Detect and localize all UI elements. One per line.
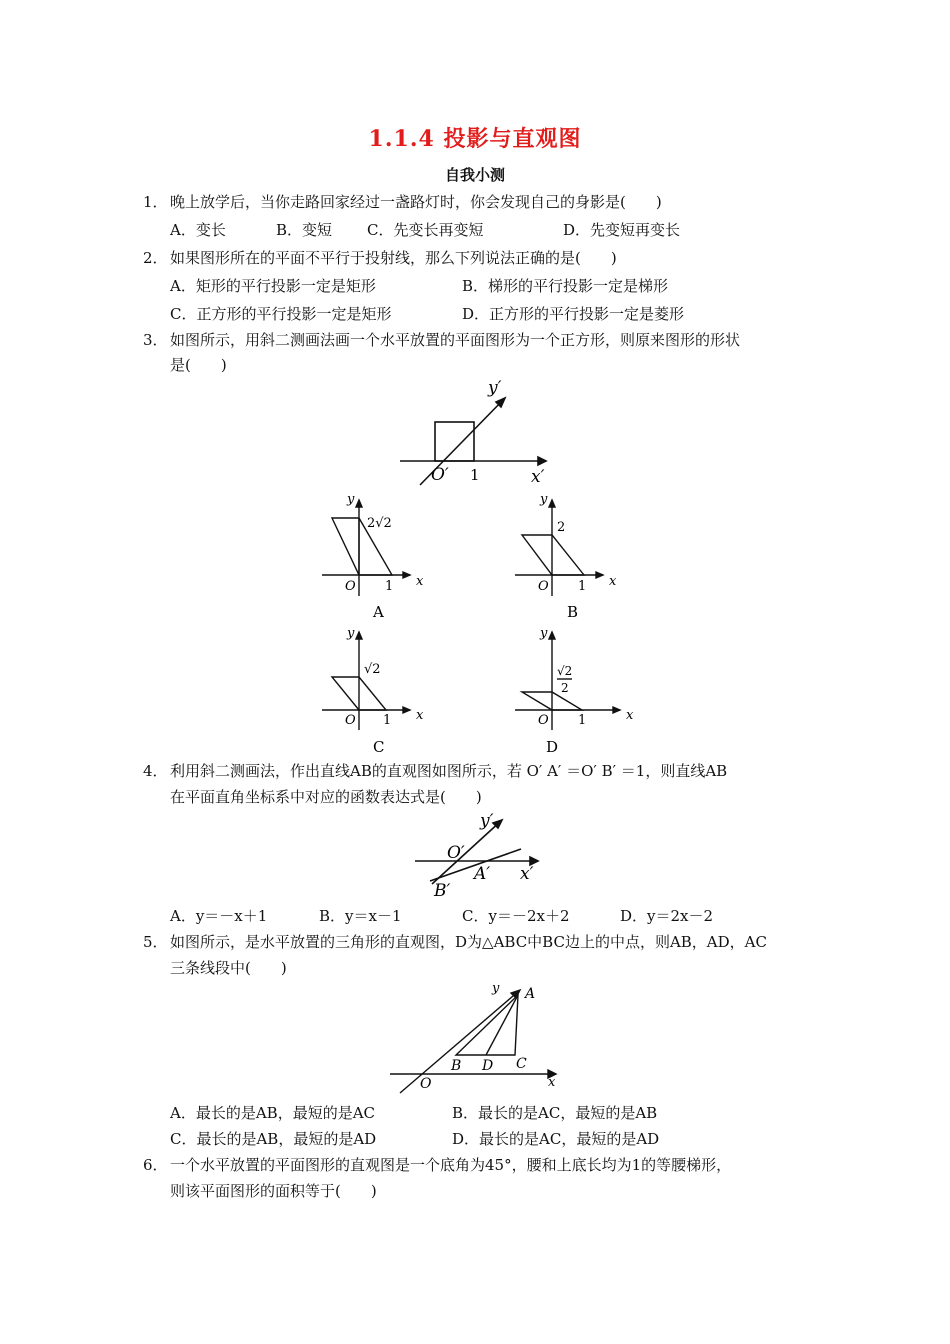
- fig-c-o-label: O: [345, 713, 356, 728]
- q6-text-line1: 一个水平放置的平面图形的直观图是一个底角为45°，腰和上底长均为1的等腰梯形，: [170, 1156, 732, 1174]
- q6-number: 6．: [143, 1156, 168, 1174]
- q5-o-label: O: [420, 1076, 432, 1092]
- q1-option-c: C．先变长再变短: [367, 221, 484, 239]
- q3-text-line1: 如图所示，用斜二测画法画一个水平放置的平面图形为一个正方形，则原来图形的形状: [170, 331, 741, 349]
- q1-text: 晚上放学后，当你走路回家经过一盏路灯时，你会发现自己的身影是( ): [170, 193, 662, 211]
- q1-option-b: B．变短: [276, 221, 333, 239]
- q4-y-label: y′: [480, 811, 494, 831]
- q5-option-a: A．最长的是AB，最短的是AC: [170, 1104, 375, 1122]
- q1-number: 1．: [143, 193, 168, 211]
- fig-d-value-label-bottom: 2: [561, 681, 569, 695]
- fig-d-y-label: y: [540, 626, 548, 641]
- q4-option-c: C．y＝－2x＋2: [462, 907, 570, 925]
- q4-o-label: O′: [447, 843, 465, 863]
- q4-b-label: B′: [434, 881, 451, 901]
- q5-a-label: A: [525, 986, 536, 1002]
- q5-x-label: x: [548, 1075, 556, 1090]
- fig-c-letter: C: [373, 738, 385, 756]
- q4-option-b: B．y＝x－1: [319, 907, 402, 925]
- fig-b-x-label: x: [609, 574, 617, 589]
- q4-text-line2: 在平面直角坐标系中对应的函数表达式是( ): [170, 788, 482, 806]
- fig-b-one-label: 1: [578, 579, 587, 594]
- q4-number: 4．: [143, 762, 168, 780]
- q3-main-one-label: 1: [470, 466, 480, 484]
- fig-c-value-label: √2: [364, 662, 381, 677]
- q5-d-label: D: [482, 1058, 494, 1074]
- q4-text-line1: 利用斜二测画法，作出直线AB的直观图如图所示，若 O′ A′ ＝O′ B′ ＝1，则直线AB: [170, 762, 728, 780]
- fig-a-y-label: y: [347, 492, 355, 507]
- q6-text-line2: 则该平面图形的面积等于( ): [170, 1182, 377, 1200]
- q2-option-a: A．矩形的平行投影一定是矩形: [170, 277, 376, 295]
- q4-x-label: x′: [520, 864, 534, 884]
- fig-b-value-label: 2: [557, 520, 566, 535]
- q4-option-a: A．y＝－x＋1: [170, 907, 268, 925]
- q5-option-b: B．最长的是AC，最短的是AB: [452, 1104, 658, 1122]
- fig-a-value-label: 2√2: [367, 516, 392, 531]
- fig-c-y-label: y: [347, 626, 355, 641]
- fig-a-letter: A: [373, 603, 384, 621]
- q3-main-x-label: x′: [531, 467, 545, 487]
- q4-option-d: D．y＝2x－2: [620, 907, 714, 925]
- q3-main-y-label: y′: [488, 378, 502, 398]
- q5-text-line1: 如图所示，是水平放置的三角形的直观图，D为△ABC中BC边上的中点，则AB，AD，AC: [170, 933, 767, 951]
- fig-a-x-label: x: [416, 574, 424, 589]
- q2-number: 2．: [143, 249, 168, 267]
- fig-d-letter: D: [546, 738, 559, 756]
- q2-option-c: C．正方形的平行投影一定是矩形: [170, 305, 392, 323]
- q5-option-d: D．最长的是AC，最短的是AD: [452, 1130, 660, 1148]
- fig-a-o-label: O: [345, 579, 356, 594]
- q5-number: 5．: [143, 933, 168, 951]
- q2-option-d: D．正方形的平行投影一定是菱形: [462, 305, 685, 323]
- q1-option-d: D．先变短再变长: [563, 221, 681, 239]
- fig-b-letter: B: [567, 603, 579, 621]
- fig-a-one-label: 1: [385, 579, 394, 594]
- fig-d-value-label-top: √2: [557, 664, 573, 678]
- section-subtitle: 自我小测: [444, 166, 505, 184]
- q4-a-label: A′: [474, 864, 491, 884]
- fig-d-o-label: O: [538, 713, 549, 728]
- page-title: 1.1.4 投影与直观图: [368, 126, 582, 152]
- q3-number: 3．: [143, 331, 168, 349]
- fig-c-x-label: x: [416, 708, 424, 723]
- q5-y-label: y: [492, 981, 500, 996]
- q1-option-a: A．变长: [170, 221, 226, 239]
- q5-option-c: C．最长的是AB，最短的是AD: [170, 1130, 377, 1148]
- fig-b-y-label: y: [540, 492, 548, 507]
- q3-text-line2: 是( ): [170, 356, 227, 374]
- q5-text-line2: 三条线段中( ): [170, 959, 287, 977]
- q3-main-o-label: O′: [431, 465, 449, 485]
- fig-d-one-label: 1: [578, 713, 587, 728]
- q5-c-label: C: [516, 1056, 527, 1072]
- fig-d-x-label: x: [626, 708, 634, 723]
- q5-b-label: B: [451, 1058, 462, 1074]
- fig-b-o-label: O: [538, 579, 549, 594]
- fig-c-one-label: 1: [383, 713, 392, 728]
- q2-text: 如果图形所在的平面不平行于投射线，那么下列说法正确的是( ): [170, 249, 617, 267]
- q2-option-b: B．梯形的平行投影一定是梯形: [462, 277, 669, 295]
